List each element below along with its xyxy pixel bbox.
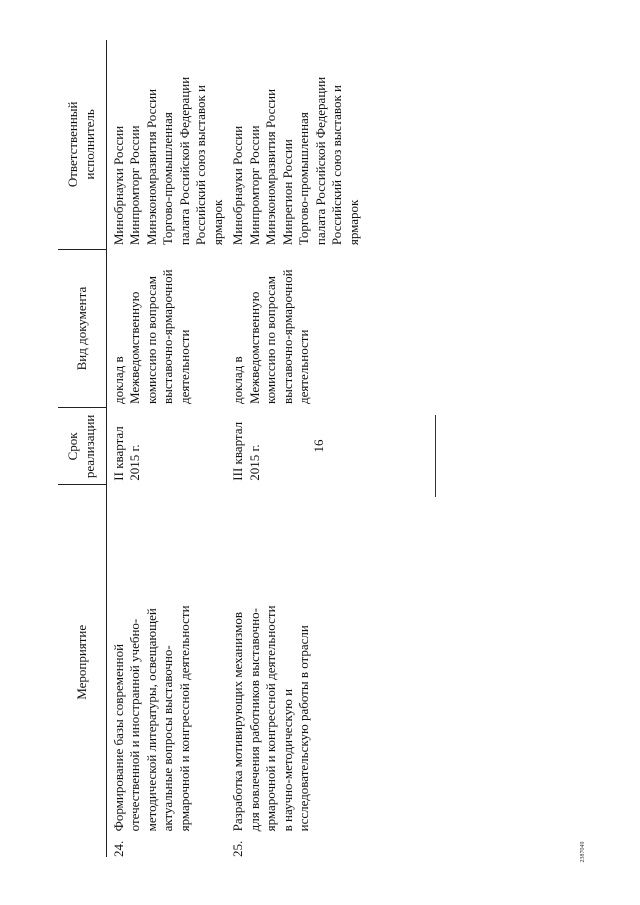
header-doc-type: Вид документа (58, 249, 106, 408)
measures-table (58, 40, 362, 857)
header-executor: Ответственный исполнитель (58, 40, 106, 249)
table-header-row (58, 40, 106, 857)
rotated-table-container (58, 40, 361, 857)
row-number: 24. (110, 840, 126, 857)
row-term: III квартал 2015 г. (230, 421, 262, 481)
row-activity: Разработка мотивирующих механизмов для вовлечения работников выставочно- ярмарочной и конгрессной деятельности в научно-методическую и исследовательскую работы в отрасли (230, 605, 311, 832)
row-doc-type: доклад в Межведомственную комиссию по вопросам выставочно-ярмарочной деятельности (230, 269, 311, 404)
header-number (58, 835, 106, 857)
row-executor: Минобрнауки России Минпромторг России Минэкономразвития России Минрегион России Торгово-промышленная палата Российской Федерации Российский союз выставок и ярмарок (230, 76, 361, 246)
row-executor: Минобрнауки России Минпромторг России Минэкономразвития России Торгово-промышленная палата Российской Федерации Российский союз выставок и ярмарок (110, 76, 225, 246)
header-activity: Мероприятие (58, 485, 106, 836)
header-term: Срок реализации (58, 408, 106, 485)
signature-line (435, 415, 436, 497)
table-row (226, 40, 362, 857)
table-row (106, 40, 226, 857)
row-doc-type: доклад в Межведомственную комиссию по вопросам выставочно-ярмарочной деятельности (110, 269, 192, 404)
row-activity: Формирование базы современной отечественной и иностранной учебно- методической литературы, освещающей актуальные вопросы выставочно- ярмарочной и конгрессной деятельности (110, 605, 192, 832)
row-term: II квартал 2015 г. (110, 426, 142, 481)
row-number: 25. (230, 840, 245, 857)
page-number: 16 (311, 439, 326, 453)
document-code: 2387049 (580, 841, 586, 863)
